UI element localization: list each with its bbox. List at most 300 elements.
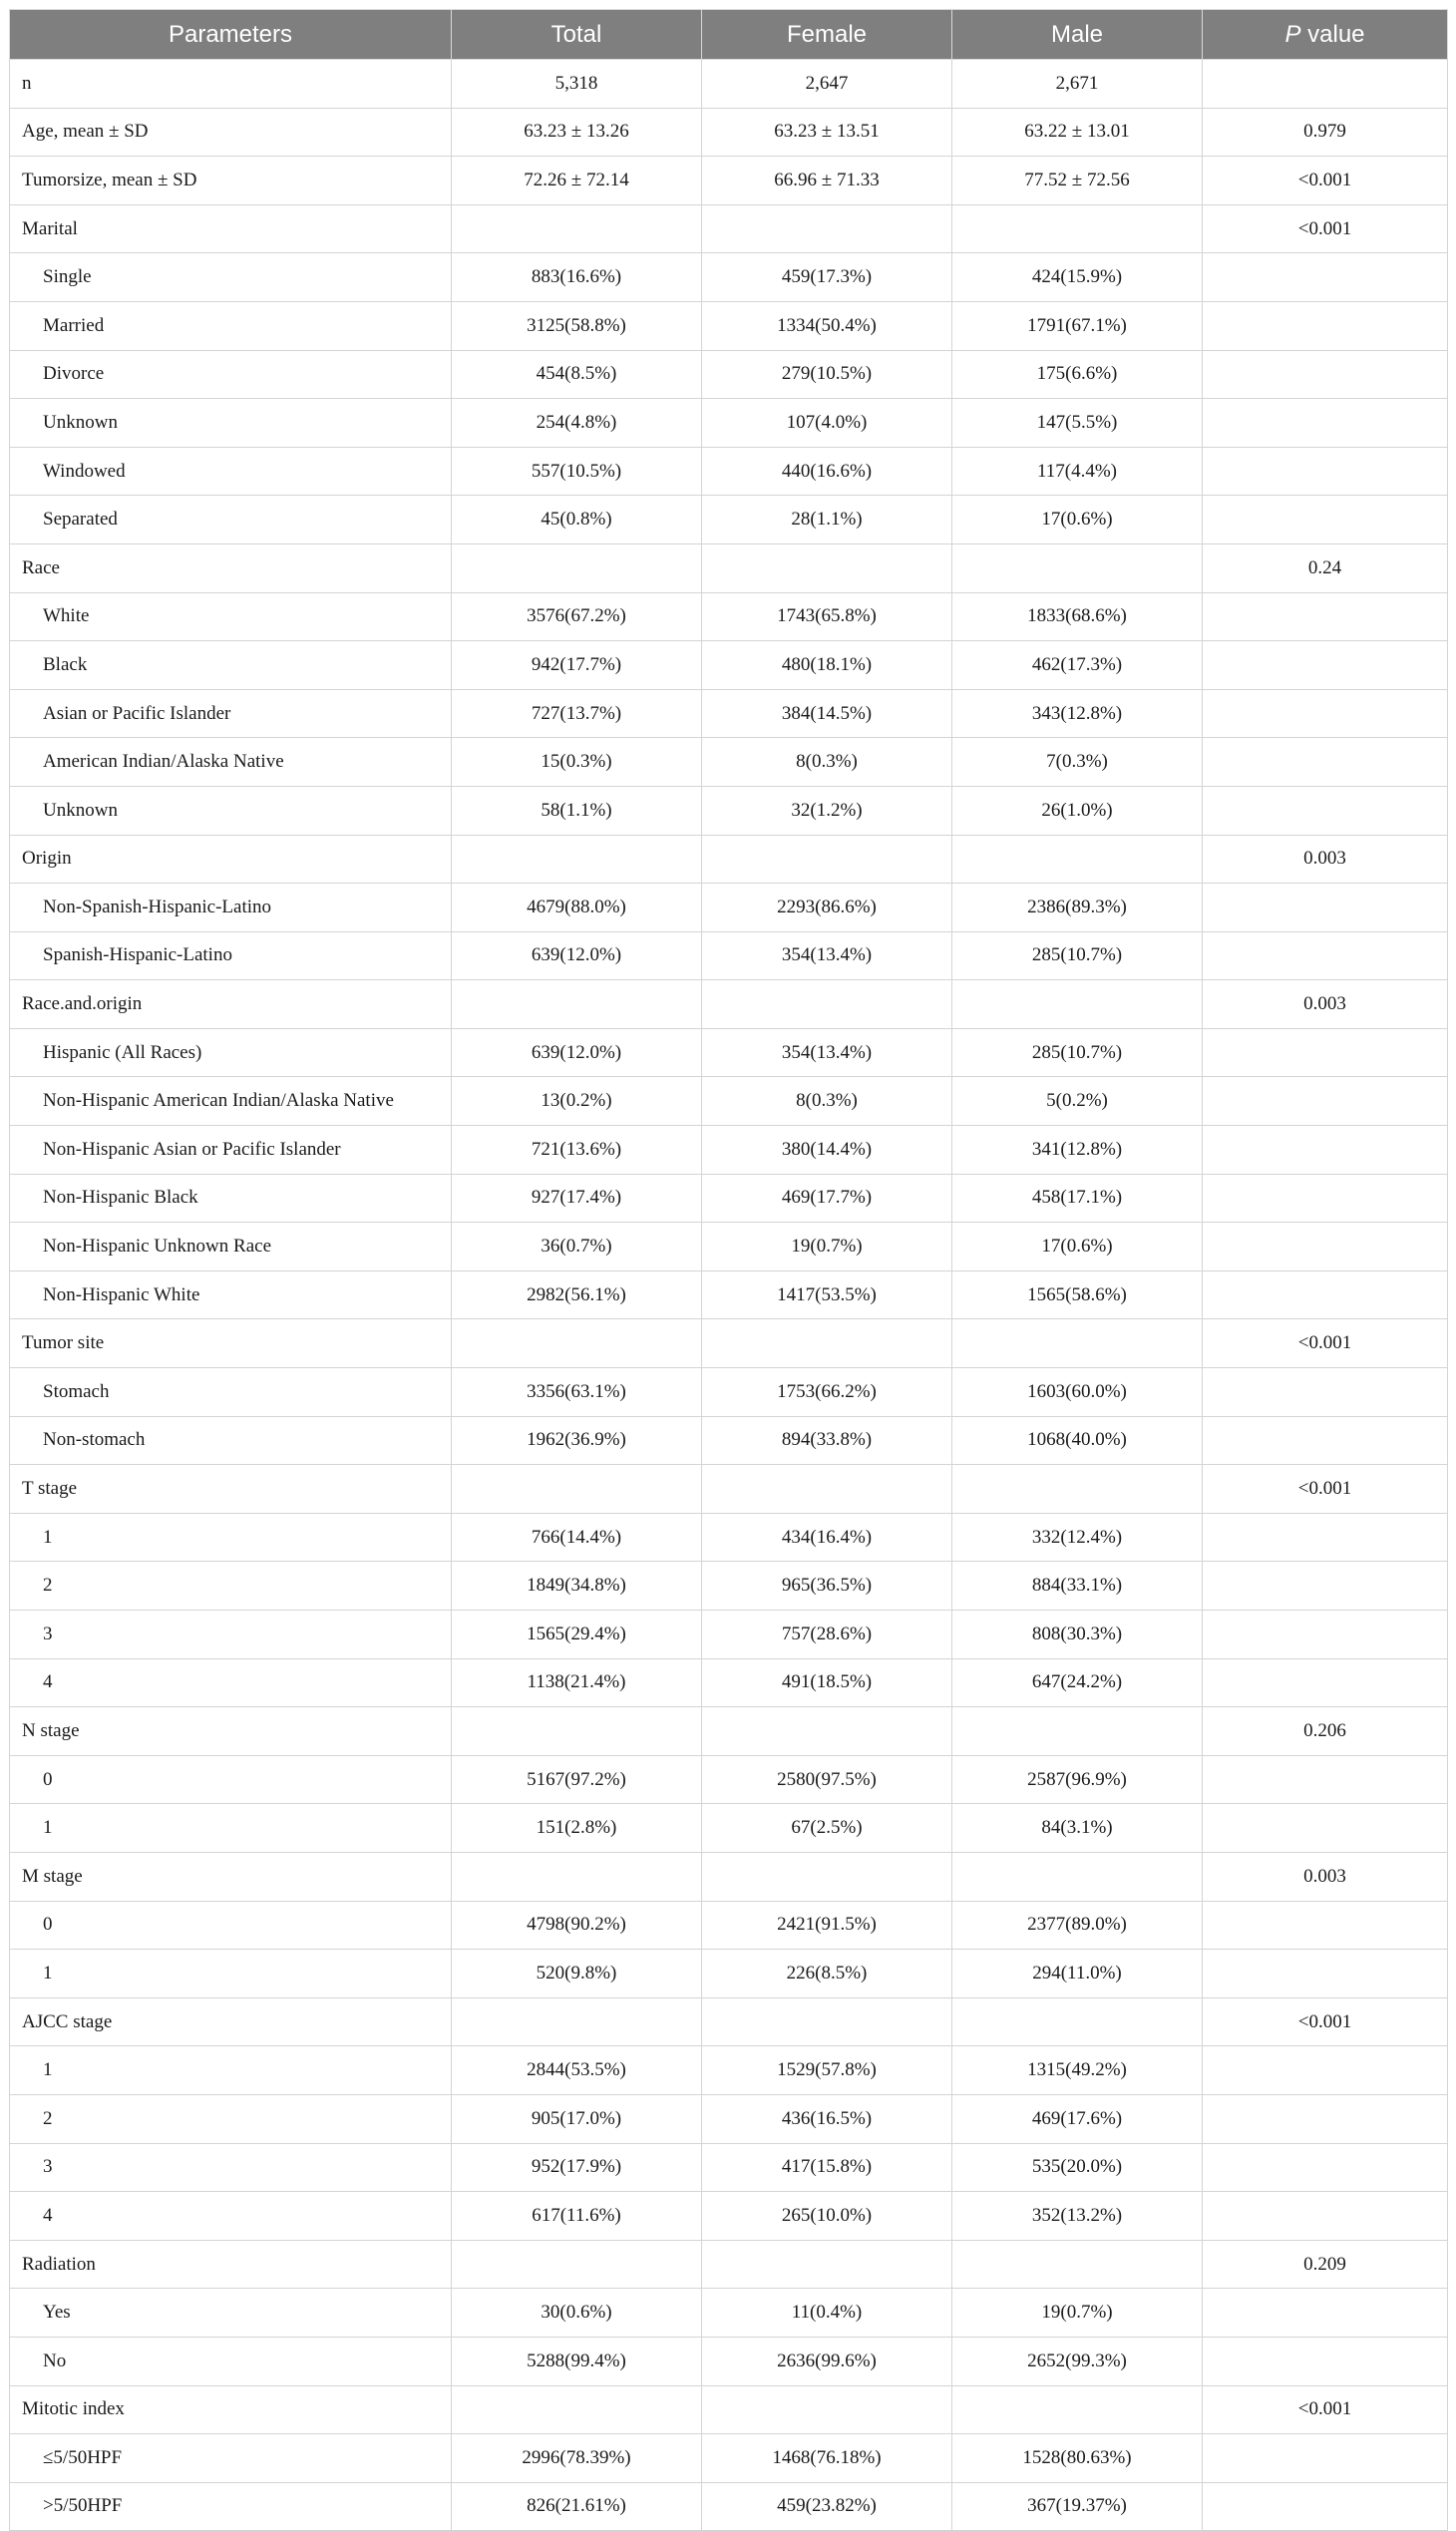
cell-female [702, 1465, 952, 1514]
cell-female: 1743(65.8%) [702, 592, 952, 641]
cell-total: 72.26 ± 72.14 [452, 157, 702, 205]
cell-female: 436(16.5%) [702, 2094, 952, 2143]
table-row-subcategory [10, 1658, 1448, 1707]
cell-p-value [1203, 1174, 1448, 1223]
cell-parameter: 2 [10, 1562, 452, 1611]
cell-total: 58(1.1%) [452, 786, 702, 835]
cell-male: 535(20.0%) [952, 2143, 1203, 2192]
cell-male: 367(19.37%) [952, 2482, 1203, 2531]
header-row [10, 10, 1448, 60]
cell-female [702, 543, 952, 592]
cell-male: 117(4.4%) [952, 447, 1203, 496]
cell-total: 721(13.6%) [452, 1126, 702, 1175]
cell-parameter: Tumorsize, mean ± SD [10, 157, 452, 205]
cell-p-value: 0.24 [1203, 543, 1448, 592]
cell-male: 1565(58.6%) [952, 1270, 1203, 1319]
cell-p-value: <0.001 [1203, 2385, 1448, 2434]
table-row-subcategory [10, 2094, 1448, 2143]
cell-male [952, 1319, 1203, 1368]
cell-female: 480(18.1%) [702, 641, 952, 690]
cell-parameter: Unknown [10, 399, 452, 448]
cell-male [952, 1997, 1203, 2046]
cell-female: 469(17.7%) [702, 1174, 952, 1223]
cell-total: 1138(21.4%) [452, 1658, 702, 1707]
header-p-italic: P [1284, 20, 1301, 48]
cell-parameter: >5/50HPF [10, 2482, 452, 2531]
cell-p-value [1203, 1077, 1448, 1126]
table-row-subcategory [10, 1270, 1448, 1319]
table-row-subcategory [10, 1174, 1448, 1223]
cell-female: 107(4.0%) [702, 399, 952, 448]
cell-total: 15(0.3%) [452, 738, 702, 787]
cell-total: 63.23 ± 13.26 [452, 108, 702, 157]
cell-female [702, 1319, 952, 1368]
cell-female: 1753(66.2%) [702, 1368, 952, 1417]
table-row-subcategory [10, 1028, 1448, 1077]
cell-male [952, 835, 1203, 884]
cell-p-value [1203, 641, 1448, 690]
cell-parameter: Black [10, 641, 452, 690]
table-row [10, 108, 1448, 157]
cell-parameter: White [10, 592, 452, 641]
cell-female: 63.23 ± 13.51 [702, 108, 952, 157]
cell-total: 520(9.8%) [452, 1950, 702, 1998]
cell-total: 617(11.6%) [452, 2192, 702, 2241]
cell-total: 5167(97.2%) [452, 1755, 702, 1804]
cell-parameter: Origin [10, 835, 452, 884]
table-row-subcategory [10, 1223, 1448, 1271]
table-row-subcategory [10, 1950, 1448, 1998]
cell-male: 2652(99.3%) [952, 2337, 1203, 2385]
cell-total [452, 835, 702, 884]
cell-male: 1833(68.6%) [952, 592, 1203, 641]
cell-female: 1468(76.18%) [702, 2434, 952, 2483]
cell-female [702, 1852, 952, 1901]
table-row-subcategory [10, 689, 1448, 738]
cell-male [952, 1465, 1203, 1514]
cell-total: 1849(34.8%) [452, 1562, 702, 1611]
cell-p-value: 0.206 [1203, 1707, 1448, 1756]
table-row-subcategory [10, 1804, 1448, 1853]
cell-p-value [1203, 1950, 1448, 1998]
cell-total: 2982(56.1%) [452, 1270, 702, 1319]
cell-male [952, 2385, 1203, 2434]
cell-parameter: ≤5/50HPF [10, 2434, 452, 2483]
header-total: Total [452, 10, 702, 60]
cell-total: 254(4.8%) [452, 399, 702, 448]
table-row-subcategory [10, 2482, 1448, 2531]
cell-p-value [1203, 399, 1448, 448]
cell-male [952, 543, 1203, 592]
cell-female: 67(2.5%) [702, 1804, 952, 1853]
cell-p-value [1203, 1270, 1448, 1319]
cell-p-value: <0.001 [1203, 204, 1448, 253]
cell-female: 32(1.2%) [702, 786, 952, 835]
cell-female: 2421(91.5%) [702, 1901, 952, 1950]
cell-parameter: 1 [10, 2046, 452, 2095]
cell-male: 808(30.3%) [952, 1611, 1203, 1659]
cell-male: 17(0.6%) [952, 496, 1203, 544]
table-row [10, 1707, 1448, 1756]
cell-parameter: Divorce [10, 350, 452, 399]
cell-p-value [1203, 592, 1448, 641]
table-row [10, 1997, 1448, 2046]
cell-male: 7(0.3%) [952, 738, 1203, 787]
cell-female: 459(23.82%) [702, 2482, 952, 2531]
cell-p-value [1203, 884, 1448, 932]
cell-female: 279(10.5%) [702, 350, 952, 399]
cell-male: 458(17.1%) [952, 1174, 1203, 1223]
cell-p-value: 0.003 [1203, 980, 1448, 1029]
cell-total: 639(12.0%) [452, 1028, 702, 1077]
cell-male: 19(0.7%) [952, 2289, 1203, 2338]
cell-parameter: 4 [10, 1658, 452, 1707]
cell-p-value: <0.001 [1203, 1319, 1448, 1368]
table-row-subcategory [10, 2192, 1448, 2241]
cell-male: 26(1.0%) [952, 786, 1203, 835]
cell-p-value [1203, 1755, 1448, 1804]
cell-total: 3356(63.1%) [452, 1368, 702, 1417]
cell-male [952, 980, 1203, 1029]
cell-male [952, 1707, 1203, 1756]
cell-male: 285(10.7%) [952, 931, 1203, 980]
cell-parameter: No [10, 2337, 452, 2385]
cell-male: 84(3.1%) [952, 1804, 1203, 1853]
cell-female: 265(10.0%) [702, 2192, 952, 2241]
cell-male: 343(12.8%) [952, 689, 1203, 738]
cell-parameter: 0 [10, 1755, 452, 1804]
cell-total: 1565(29.4%) [452, 1611, 702, 1659]
table-row [10, 204, 1448, 253]
table-row-subcategory [10, 641, 1448, 690]
cell-female: 2,647 [702, 60, 952, 109]
cell-total [452, 1319, 702, 1368]
table-row [10, 543, 1448, 592]
cell-female: 491(18.5%) [702, 1658, 952, 1707]
cell-male: 5(0.2%) [952, 1077, 1203, 1126]
cell-p-value [1203, 2482, 1448, 2531]
cell-p-value [1203, 786, 1448, 835]
cell-p-value [1203, 1028, 1448, 1077]
cell-total [452, 2385, 702, 2434]
table-row-subcategory [10, 447, 1448, 496]
cell-parameter: 3 [10, 2143, 452, 2192]
cell-parameter: 1 [10, 1804, 452, 1853]
cell-parameter: Non-Spanish-Hispanic-Latino [10, 884, 452, 932]
cell-male: 341(12.8%) [952, 1126, 1203, 1175]
cell-male: 469(17.6%) [952, 2094, 1203, 2143]
cell-total: 952(17.9%) [452, 2143, 702, 2192]
cell-p-value [1203, 738, 1448, 787]
table-body [10, 60, 1448, 2531]
cell-parameter: Unknown [10, 786, 452, 835]
cell-female: 459(17.3%) [702, 253, 952, 302]
cell-male: 1791(67.1%) [952, 301, 1203, 350]
table-row [10, 835, 1448, 884]
cell-male: 332(12.4%) [952, 1513, 1203, 1562]
table-row-subcategory [10, 399, 1448, 448]
cell-total: 13(0.2%) [452, 1077, 702, 1126]
header-p-rest: value [1300, 20, 1365, 48]
cell-total: 3125(58.8%) [452, 301, 702, 350]
table-row [10, 1319, 1448, 1368]
table-row [10, 60, 1448, 109]
cell-parameter: 2 [10, 2094, 452, 2143]
table-row [10, 1465, 1448, 1514]
cell-p-value: 0.003 [1203, 1852, 1448, 1901]
cell-female [702, 835, 952, 884]
cell-p-value [1203, 1658, 1448, 1707]
cell-p-value [1203, 301, 1448, 350]
cell-female: 66.96 ± 71.33 [702, 157, 952, 205]
cell-parameter: Non-Hispanic White [10, 1270, 452, 1319]
cell-parameter: Non-Hispanic American Indian/Alaska Native [10, 1077, 452, 1126]
cell-female: 2293(86.6%) [702, 884, 952, 932]
cell-p-value [1203, 1611, 1448, 1659]
cell-male: 1528(80.63%) [952, 2434, 1203, 2483]
cell-female: 2636(99.6%) [702, 2337, 952, 2385]
cell-female: 434(16.4%) [702, 1513, 952, 1562]
table-row-subcategory [10, 1901, 1448, 1950]
header-female: Female [702, 10, 952, 60]
cell-male: 2,671 [952, 60, 1203, 109]
table-row-subcategory [10, 2046, 1448, 2095]
cell-male: 884(33.1%) [952, 1562, 1203, 1611]
cell-total: 826(21.61%) [452, 2482, 702, 2531]
cell-parameter: Radiation [10, 2240, 452, 2289]
cell-total: 1962(36.9%) [452, 1416, 702, 1465]
cell-p-value: <0.001 [1203, 157, 1448, 205]
parameters-table [9, 9, 1448, 2531]
cell-male: 352(13.2%) [952, 2192, 1203, 2241]
cell-total [452, 204, 702, 253]
cell-female: 8(0.3%) [702, 1077, 952, 1126]
cell-p-value [1203, 2434, 1448, 2483]
table-row-subcategory [10, 1077, 1448, 1126]
cell-p-value [1203, 496, 1448, 544]
cell-p-value [1203, 2094, 1448, 2143]
cell-male: 63.22 ± 13.01 [952, 108, 1203, 157]
table-row-subcategory [10, 1368, 1448, 1417]
cell-p-value [1203, 931, 1448, 980]
table-row-subcategory [10, 2434, 1448, 2483]
cell-p-value [1203, 1416, 1448, 1465]
cell-p-value: <0.001 [1203, 1465, 1448, 1514]
table-row-subcategory [10, 786, 1448, 835]
table-row [10, 1852, 1448, 1901]
cell-total: 727(13.7%) [452, 689, 702, 738]
cell-total: 5,318 [452, 60, 702, 109]
cell-male: 147(5.5%) [952, 399, 1203, 448]
cell-p-value [1203, 350, 1448, 399]
cell-total: 639(12.0%) [452, 931, 702, 980]
cell-parameter: Non-Hispanic Unknown Race [10, 1223, 452, 1271]
cell-total [452, 2240, 702, 2289]
cell-parameter: AJCC stage [10, 1997, 452, 2046]
cell-parameter: Marital [10, 204, 452, 253]
cell-male: 285(10.7%) [952, 1028, 1203, 1077]
cell-parameter: Windowed [10, 447, 452, 496]
table-row-subcategory [10, 2143, 1448, 2192]
cell-total: 2996(78.39%) [452, 2434, 702, 2483]
cell-total: 927(17.4%) [452, 1174, 702, 1223]
cell-parameter: Race.and.origin [10, 980, 452, 1029]
cell-female: 354(13.4%) [702, 1028, 952, 1077]
table-row-subcategory [10, 2289, 1448, 2338]
cell-total [452, 1707, 702, 1756]
table-row-subcategory [10, 738, 1448, 787]
table-row-subcategory [10, 301, 1448, 350]
cell-female: 11(0.4%) [702, 2289, 952, 2338]
cell-parameter: Non-Hispanic Black [10, 1174, 452, 1223]
cell-total: 942(17.7%) [452, 641, 702, 690]
cell-parameter: 1 [10, 1950, 452, 1998]
cell-p-value: 0.003 [1203, 835, 1448, 884]
table-row-subcategory [10, 1611, 1448, 1659]
cell-p-value [1203, 1562, 1448, 1611]
cell-parameter: Mitotic index [10, 2385, 452, 2434]
cell-total: 2844(53.5%) [452, 2046, 702, 2095]
cell-male: 2386(89.3%) [952, 884, 1203, 932]
cell-total: 30(0.6%) [452, 2289, 702, 2338]
cell-p-value [1203, 1368, 1448, 1417]
cell-parameter: Stomach [10, 1368, 452, 1417]
cell-male [952, 2240, 1203, 2289]
cell-p-value [1203, 60, 1448, 109]
header-parameters: Parameters [10, 10, 452, 60]
cell-p-value [1203, 253, 1448, 302]
cell-female: 1417(53.5%) [702, 1270, 952, 1319]
cell-male: 17(0.6%) [952, 1223, 1203, 1271]
cell-female: 965(36.5%) [702, 1562, 952, 1611]
cell-female: 19(0.7%) [702, 1223, 952, 1271]
table-row [10, 2385, 1448, 2434]
cell-p-value [1203, 2289, 1448, 2338]
cell-total: 5288(99.4%) [452, 2337, 702, 2385]
cell-p-value [1203, 689, 1448, 738]
cell-p-value: 0.209 [1203, 2240, 1448, 2289]
cell-female [702, 1707, 952, 1756]
cell-parameter: Non-Hispanic Asian or Pacific Islander [10, 1126, 452, 1175]
cell-female: 1334(50.4%) [702, 301, 952, 350]
cell-total [452, 980, 702, 1029]
cell-male: 2377(89.0%) [952, 1901, 1203, 1950]
table-row-subcategory [10, 884, 1448, 932]
cell-parameter: 4 [10, 2192, 452, 2241]
cell-p-value: <0.001 [1203, 1997, 1448, 2046]
cell-p-value [1203, 2143, 1448, 2192]
cell-total: 45(0.8%) [452, 496, 702, 544]
cell-male: 1603(60.0%) [952, 1368, 1203, 1417]
cell-male: 424(15.9%) [952, 253, 1203, 302]
cell-male: 294(11.0%) [952, 1950, 1203, 1998]
cell-male: 77.52 ± 72.56 [952, 157, 1203, 205]
header-male: Male [952, 10, 1203, 60]
cell-total: 766(14.4%) [452, 1513, 702, 1562]
cell-male: 462(17.3%) [952, 641, 1203, 690]
cell-female: 2580(97.5%) [702, 1755, 952, 1804]
cell-p-value [1203, 447, 1448, 496]
cell-total: 151(2.8%) [452, 1804, 702, 1853]
cell-female: 757(28.6%) [702, 1611, 952, 1659]
cell-parameter: M stage [10, 1852, 452, 1901]
cell-total [452, 543, 702, 592]
cell-female: 354(13.4%) [702, 931, 952, 980]
cell-parameter: Yes [10, 2289, 452, 2338]
cell-parameter: Race [10, 543, 452, 592]
cell-parameter: Asian or Pacific Islander [10, 689, 452, 738]
cell-female [702, 2385, 952, 2434]
table-row [10, 2240, 1448, 2289]
cell-male: 1068(40.0%) [952, 1416, 1203, 1465]
table-row-subcategory [10, 592, 1448, 641]
cell-total [452, 1997, 702, 2046]
cell-parameter: Tumor site [10, 1319, 452, 1368]
table-row-subcategory [10, 931, 1448, 980]
cell-p-value: 0.979 [1203, 108, 1448, 157]
cell-parameter: Spanish-Hispanic-Latino [10, 931, 452, 980]
cell-parameter: American Indian/Alaska Native [10, 738, 452, 787]
cell-female [702, 980, 952, 1029]
cell-p-value [1203, 1804, 1448, 1853]
cell-total: 883(16.6%) [452, 253, 702, 302]
cell-total [452, 1465, 702, 1514]
cell-p-value [1203, 1126, 1448, 1175]
cell-p-value [1203, 2192, 1448, 2241]
cell-parameter: T stage [10, 1465, 452, 1514]
cell-total: 557(10.5%) [452, 447, 702, 496]
cell-p-value [1203, 1901, 1448, 1950]
cell-parameter: 1 [10, 1513, 452, 1562]
cell-parameter: Separated [10, 496, 452, 544]
cell-p-value [1203, 2337, 1448, 2385]
table-row [10, 157, 1448, 205]
cell-female [702, 204, 952, 253]
cell-female: 417(15.8%) [702, 2143, 952, 2192]
cell-female: 226(8.5%) [702, 1950, 952, 1998]
table-row [10, 980, 1448, 1029]
cell-male: 175(6.6%) [952, 350, 1203, 399]
table-row-subcategory [10, 496, 1448, 544]
cell-parameter: Hispanic (All Races) [10, 1028, 452, 1077]
cell-parameter: 3 [10, 1611, 452, 1659]
cell-female: 380(14.4%) [702, 1126, 952, 1175]
table-row-subcategory [10, 1416, 1448, 1465]
cell-parameter: N stage [10, 1707, 452, 1756]
cell-total: 4798(90.2%) [452, 1901, 702, 1950]
cell-total: 905(17.0%) [452, 2094, 702, 2143]
cell-total: 454(8.5%) [452, 350, 702, 399]
cell-female [702, 1997, 952, 2046]
cell-male [952, 204, 1203, 253]
table-row-subcategory [10, 2337, 1448, 2385]
cell-male: 2587(96.9%) [952, 1755, 1203, 1804]
table-row-subcategory [10, 1513, 1448, 1562]
cell-p-value [1203, 2046, 1448, 2095]
cell-total [452, 1852, 702, 1901]
table-row-subcategory [10, 1126, 1448, 1175]
cell-female: 894(33.8%) [702, 1416, 952, 1465]
cell-parameter: 0 [10, 1901, 452, 1950]
table-row-subcategory [10, 350, 1448, 399]
table-header [10, 10, 1448, 60]
cell-male: 1315(49.2%) [952, 2046, 1203, 2095]
table-row-subcategory [10, 1562, 1448, 1611]
cell-female: 440(16.6%) [702, 447, 952, 496]
cell-total: 4679(88.0%) [452, 884, 702, 932]
cell-female: 1529(57.8%) [702, 2046, 952, 2095]
header-p-value [1203, 10, 1448, 60]
